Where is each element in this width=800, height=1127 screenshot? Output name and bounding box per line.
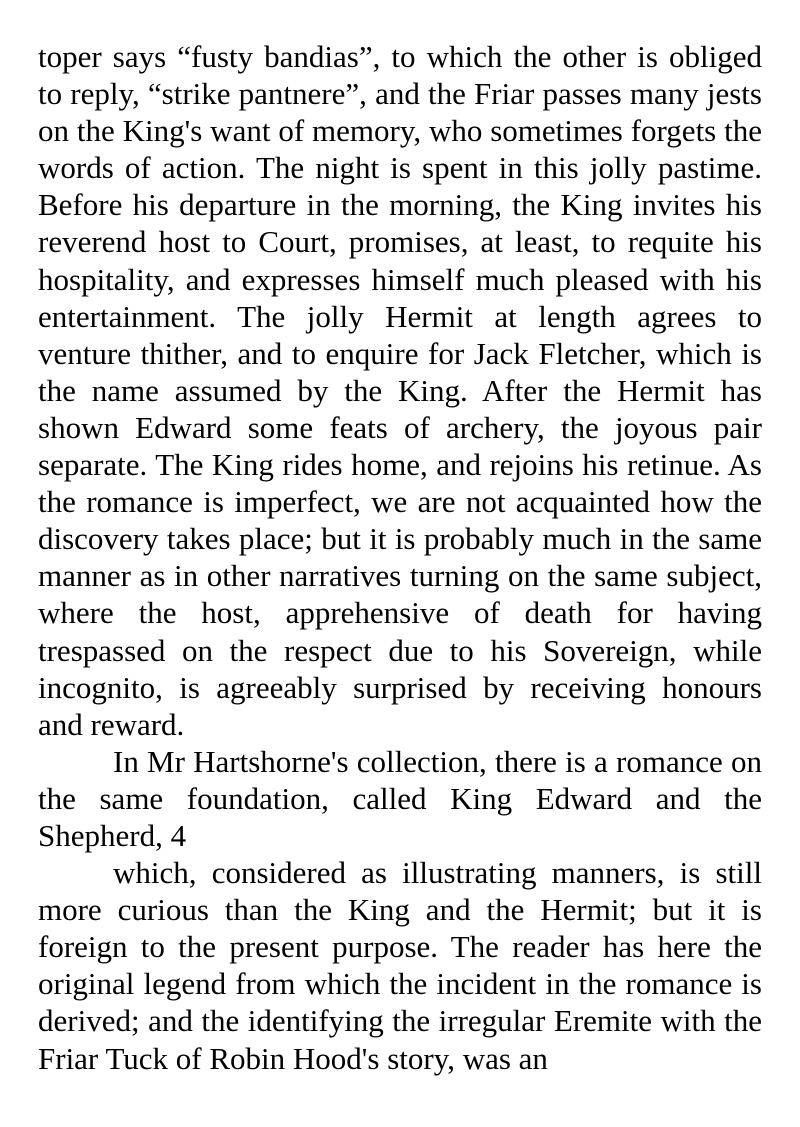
paragraph-1: toper says “fusty bandias”, to which the other is obliged to reply, “strike pantnere”, and the Friar passes many jests on the King's want of memory, who sometimes forgets the words of action. The night is spent in this jolly pastime. Before his departure in the morning, the King invites his reverend host to Court, promises, at least, to requite his hospitality, and expresses himself much pleased with his entertainment. The jolly Hermit at length agrees to venture thither, and to enquire for Jack Fletcher, which is the name assumed by the King. After the Hermit has shown Edward some feats of archery, the joyous pair separate. The King rides home, and rejoins his retinue. As the romance is imperfect, we are not acquainted how the discovery takes place; but it is probably much in the same manner as in other narratives turning on the same subject, where the host, apprehensive of death for having trespassed on the respect due to his Sovereign, while incognito, is agreeably surprised by receiving honours and reward. xyxy=(38,39,762,742)
paragraph-3: which, considered as illustrating manners, is still more curious than the King and the Hermit; but it is foreign to the present purpose. The reader has here the original legend from which the incident in the romance is derived; and the identifying the irregular Eremite with the Friar Tuck of Robin Hood's story, was an xyxy=(38,855,762,1076)
paragraph-2: In Mr Hartshorne's collection, there is a romance on the same foundation, called King Edward and the Shepherd, 4 xyxy=(38,743,762,853)
